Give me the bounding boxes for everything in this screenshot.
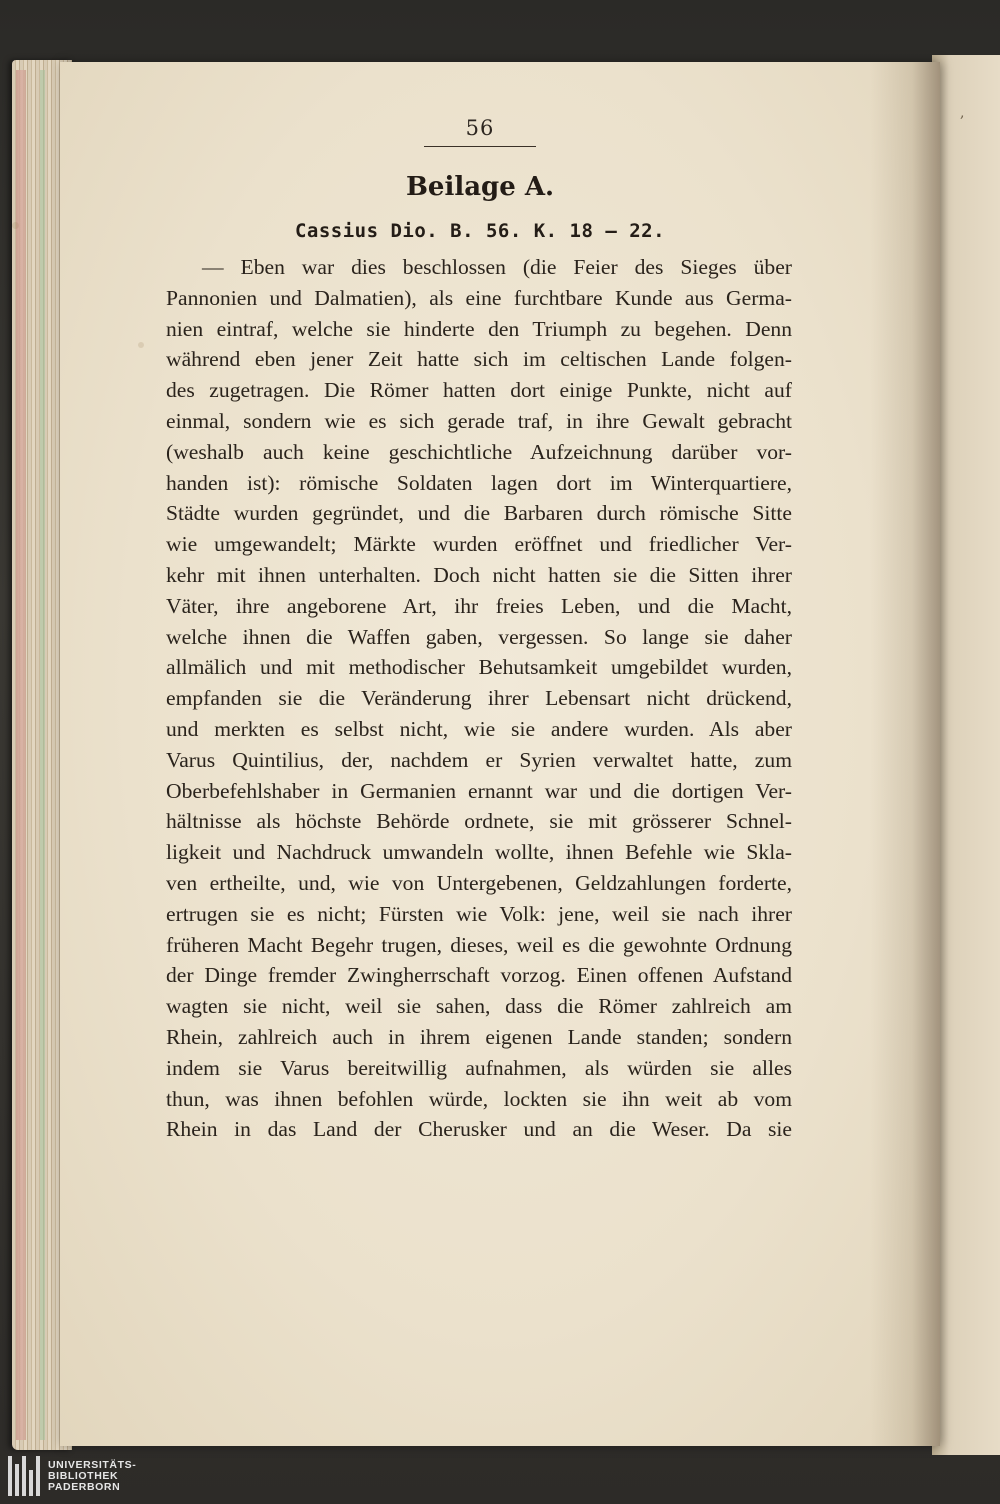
text-line: welche ihnen die Waffen gaben, vergessen. So lange sie daher bbox=[166, 624, 792, 649]
text-line: Varus Quintilius, der, nachdem er Syrien verwaltet hatte, zum bbox=[166, 747, 792, 772]
paper-spot bbox=[12, 222, 19, 229]
text-line: ven ertheilte, und, wie von Untergebenen, Geldzahlungen forderte, bbox=[166, 870, 792, 895]
page-edge-green-stain bbox=[40, 70, 45, 1440]
text-line: Rhein in das Land der Cherusker und an die Weser. Da sie bbox=[166, 1117, 792, 1142]
text-line: hältnisse als höchste Behörde ordnete, sie mit grösserer Schnel- bbox=[166, 809, 792, 834]
text-line: (weshalb auch keine geschichtliche Aufzeichnung darüber vor- bbox=[166, 439, 792, 464]
page-number: 56 bbox=[424, 116, 536, 147]
text-line: früheren Macht Begehr trugen, dieses, weil es die gewohnte Ordnung bbox=[166, 932, 792, 957]
text-line: Oberbefehlshaber in Germanien ernannt war und die dortigen Ver- bbox=[166, 778, 792, 803]
text-line: kehr mit ihnen unterhalten. Doch nicht hatten sie die Sitten ihrer bbox=[166, 562, 792, 587]
text-line: Rhein, zahlreich auch in ihrem eigenen Lande standen; sondern bbox=[166, 1024, 792, 1049]
text-line: und merkten es selbst nicht, wie sie andere wurden. Als aber bbox=[166, 716, 792, 741]
text-line: ligkeit und Nachdruck umwandeln wollte, ihnen Befehle wie Skla- bbox=[166, 840, 792, 865]
paper-spot bbox=[138, 342, 144, 348]
library-logo-icon bbox=[8, 1456, 40, 1496]
text-line: handen ist): römische Soldaten lagen dort im Winterquartiere, bbox=[166, 470, 792, 495]
text-line: — Eben war dies beschlossen (die Feier des Sieges über bbox=[202, 255, 792, 279]
text-line: wagten sie nicht, weil sie sahen, dass die Römer zahlreich am bbox=[166, 994, 792, 1019]
library-logo-line: UNIVERSITÄTS- bbox=[48, 1458, 137, 1471]
text-line: der Dinge fremder Zwingherrschaft vorzog. Einen offenen Aufstand bbox=[166, 963, 792, 988]
text-line: indem sie Varus bereitwillig aufnahmen, als würden sie alles bbox=[166, 1055, 792, 1080]
text-line: allmälich und mit methodischer Behutsamkeit umgebildet wurden, bbox=[166, 655, 792, 680]
next-page-edge bbox=[932, 55, 1000, 1455]
library-logo-text bbox=[48, 1460, 136, 1493]
text-line: einmal, sondern wie es sich gerade traf, in ihre Gewalt gebracht bbox=[166, 408, 792, 433]
text-line: ertrugen sie es nicht; Fürsten wie Volk: jene, weil sie nach ihrer bbox=[166, 901, 792, 926]
page-subheading: Cassius Dio. B. 56. K. 18 — 22. bbox=[294, 220, 666, 242]
text-line: des zugetragen. Die Römer hatten dort einige Punkte, nicht auf bbox=[166, 378, 792, 403]
body-text bbox=[166, 252, 792, 1145]
page-edge-red-stain bbox=[16, 70, 26, 1440]
text-line: während eben jener Zeit hatte sich im celtischen Lande folgen- bbox=[166, 347, 792, 372]
text-line: nien eintraf, welche sie hinderte den Triumph zu begehen. Denn bbox=[166, 316, 792, 341]
text-line: empfanden sie die Veränderung ihrer Lebensart nicht drückend, bbox=[166, 686, 792, 711]
library-logo-line: PADERBORN bbox=[48, 1480, 121, 1493]
text-line: wie umgewandelt; Märkte wurden eröffnet und friedlicher Ver- bbox=[166, 532, 792, 557]
library-logo-line: BIBLIOTHEK bbox=[48, 1469, 119, 1482]
library-logo bbox=[8, 1452, 228, 1500]
page-gutter-shadow bbox=[870, 62, 940, 1446]
text-line: thun, was ihnen befohlen würde, lockten sie ihn weit ab vom bbox=[166, 1086, 792, 1111]
next-page-mark: , bbox=[960, 105, 965, 121]
page-heading: Beilage A. bbox=[405, 172, 555, 202]
text-line: Väter, ihre angeborene Art, ihr freies Leben, und die Macht, bbox=[166, 593, 792, 618]
text-line: Städte wurden gegründet, und die Barbaren durch römische Sitte bbox=[166, 501, 792, 526]
text-line: Pannonien und Dalmatien), als eine furchtbare Kunde aus Germa- bbox=[166, 285, 792, 310]
